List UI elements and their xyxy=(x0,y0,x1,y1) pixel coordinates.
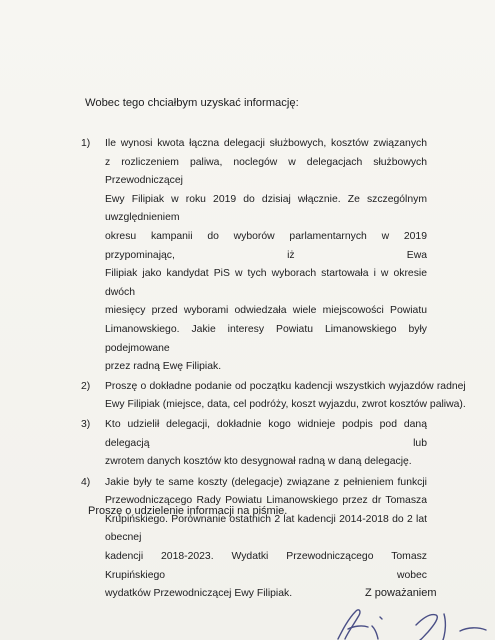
list-item xyxy=(81,416,427,472)
closing-request: Proszę o udzielenie informacji na piśmie. xyxy=(88,505,288,517)
list-item xyxy=(81,378,466,415)
text-line: Przewodniczącego Rady Powiatu Limanowskiego przez dr Tomasza xyxy=(105,495,427,507)
text-line: Ile wynosi kwota łączna delegacji służbowych, kosztów związanych xyxy=(105,138,427,149)
list-item-text xyxy=(105,416,427,472)
text-line: Filipiak jako kandydat PiS w tych wyborach startowała i w okresie dwóch xyxy=(105,268,427,298)
list-item-text xyxy=(105,135,427,377)
text-line: okresu kampanii do wyborów parlamentarnych w 2019 przypominając, iż Ewa xyxy=(105,230,427,261)
intro-text: Wobec tego chciałbym uzyskać informację: xyxy=(85,97,299,109)
list-item xyxy=(81,474,427,604)
text-line: Proszę o dokładne podanie od początku kadencji wszystkich wyjazdów radnej xyxy=(105,380,466,392)
text-line: wydatków Przewodniczącej Ewy Filipiak. xyxy=(105,588,293,600)
handwritten-signature xyxy=(312,605,492,640)
text-line: Ewy Filipiak (miejsce, data, cel podróży, koszt wyjazdu, zwrot kosztów paliwa). xyxy=(105,399,466,411)
request-list xyxy=(81,135,466,604)
text-line: kadencji 2018-2023. Wydatki Przewodniczącego Tomasz Krupińskiego wobec xyxy=(105,551,427,581)
text-line: Kto udzielił delegacji, dokładnie kogo widnieje podpis pod daną delegacją lub xyxy=(105,418,427,449)
signature-stroke xyxy=(443,614,445,640)
text-line: zwrotem danych kosztów kto desygnował radną w daną delegację. xyxy=(105,456,412,468)
signature-stroke xyxy=(372,626,378,639)
text-line: Limanowskiego. Jakie interesy Powiatu Limanowskiego były podejmowane xyxy=(105,323,427,354)
list-item-number: 3) xyxy=(81,418,91,430)
text-line: z rozliczeniem paliwa, noclegów w delegacjach służbowych Przewodniczącej xyxy=(105,156,427,187)
list-item-number: 1) xyxy=(81,138,91,149)
list-item-text xyxy=(105,378,466,415)
text-line: Krupińskiego. Porównanie ostatnich 2 lat kadencji 2014-2018 do 2 lat obecnej xyxy=(105,513,427,544)
signature-stroke xyxy=(416,615,437,640)
list-item-number: 2) xyxy=(81,380,91,392)
signature-stroke xyxy=(338,610,360,639)
text-line: miesięcy przed wyborami odwiedzała wiele miejscowości Powiatu xyxy=(105,305,427,317)
text-line: przez radną Ewę Filipiak. xyxy=(105,361,222,373)
list-item xyxy=(81,135,427,377)
text-line: Jakie były te same koszty (delegacje) związane z pełnieniem funkcji xyxy=(105,476,427,488)
regards-text: Z poważaniem xyxy=(365,587,437,599)
list-item-text xyxy=(105,474,427,604)
text-line: Ewy Filipiak w roku 2019 do dzisiaj włącznie. Ze szczególnym uwzględnieniem xyxy=(105,193,427,224)
signature-stroke xyxy=(460,628,486,631)
signature-stroke xyxy=(380,617,382,619)
list-item-number: 4) xyxy=(81,476,91,488)
